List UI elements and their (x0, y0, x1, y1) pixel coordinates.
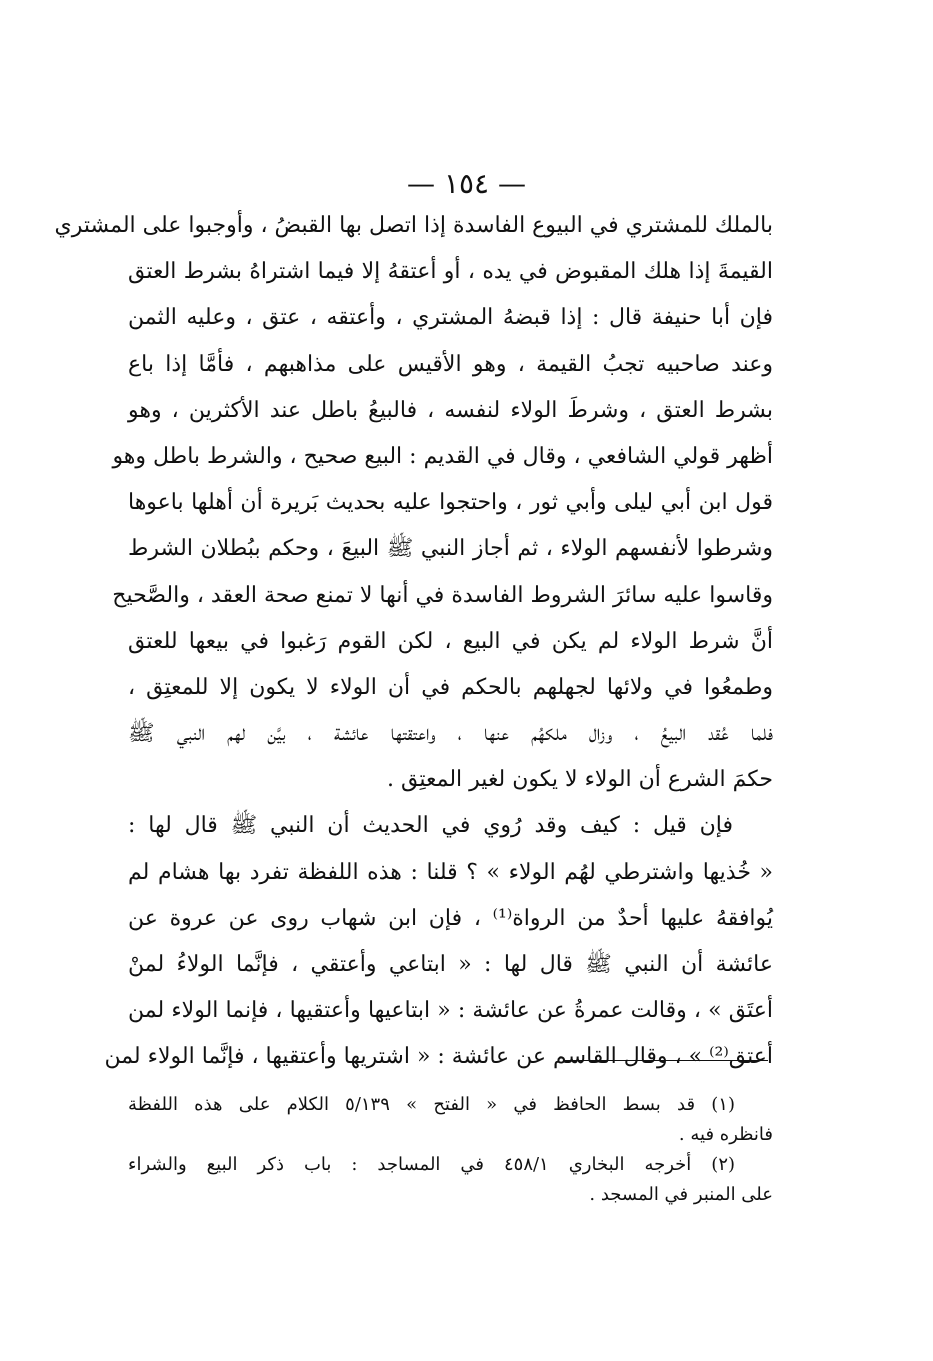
text-line: وقاسوا عليه سائرَ الشروط الفاسدة في أنها لا تمنع صحة العقد ، والصَّحيح (112, 582, 773, 608)
text-line: القيمةَ إذا هلك المقبوض في يده ، أو أعتقهُ إلا فيما اشتراهُ بشرط العتق (128, 259, 773, 285)
main-text (54, 203, 773, 1081)
text-line: حكمَ الشرع أن الولاء لا يكون لغير المعتِق . (387, 767, 773, 793)
text-line: أنَّ شرط الولاء لم يكن في البيع ، لكن القوم رَغبوا في بيعها للعتق (128, 628, 773, 654)
footnote-line: (١) قد بسط الحافظ في « الفتح » ٥/١٣٩ الكلام على هذه اللفظة (128, 1094, 735, 1115)
text-line: أعتق⁽²⁾ » ، وقال القاسم عن عائشة : « اشتريها وأعتقيها ، فإنَّما الولاء لمن (104, 1044, 773, 1070)
text-line: فلما عُقد البيعُ ، وزال ملكهُم عنها ، واعتقتها عائشة ، بيَّن لهم النبي ﷺ (128, 721, 773, 747)
text-line: يُوافقهُ عليها أحدٌ من الرواة⁽¹⁾ ، فإن ابن شهاب روى عن عروة عن (128, 905, 773, 931)
footnote-divider (563, 1060, 768, 1061)
text-line: عائشة أن النبي ﷺ قال لها : « ابتاعي وأعتقي ، فإنَّما الولاءُ لمنْ (128, 952, 773, 977)
text-line: قول ابن أبي ليلى وأبي ثور ، واحتجوا عليه بحديث بَريرة أن أهلها باعوها (128, 490, 773, 516)
text-line: بشرط العتق ، وشرطَ الولاء لنفسه ، فالبيعُ باطل عند الأكثرين ، وهو (128, 397, 773, 423)
text-line: أعتَق » ، وقالت عمرةُ عن عائشة : « ابتاعيها وأعتقيها ، فإنما الولاء لمن (128, 998, 773, 1024)
text-line: فإن قيل : كيف وقد رُوي في الحديث أن النبي ﷺ قال لها : (128, 813, 733, 839)
text-line: وطمعُوا في ولائها لجهلهم بالحكم في أن الولاء لا يكون إلا للمعتِق ، (128, 674, 773, 700)
text-line: وشرطوا لأنفسهم الولاء ، ثم أجاز النبي ﷺ البيعَ ، وحكم ببُطلان الشرط (128, 536, 773, 562)
footnote-line: على المنبر في المسجد . (589, 1184, 773, 1205)
text-line: « خُذيها واشترطي لهُم الولاء » ؟ قلنا : هذه اللفظة تفرد بها هشام لم (128, 859, 773, 885)
text-line: فإن أبا حنيفة قال : إذا قبضهُ المشتري ، وأعتقه ، عتق ، وعليه الثمن (128, 305, 773, 331)
text-line: أظهر قولي الشافعي ، وقال في القديم : البيع صحيح ، والشرط باطل وهو (112, 443, 773, 469)
text-line: وعند صاحبيه تجبُ القيمة ، وهو الأقيس على مذاهبهم ، فأمَّا إذا باع (128, 351, 773, 377)
text-line: بالملك للمشتري في البيوع الفاسدة إذا اتصل بها القبضُ ، وأوجبوا على المشتري (54, 213, 773, 238)
footnotes (128, 1090, 773, 1210)
footnote-line: فانظره فيه . (678, 1124, 773, 1145)
footnote-line: (٢) أخرجه البخاري ٤٥٨/١ في المساجد : باب ذكر البيع والشراء (128, 1154, 736, 1175)
page-number: — ١٥٤ — (407, 167, 526, 200)
